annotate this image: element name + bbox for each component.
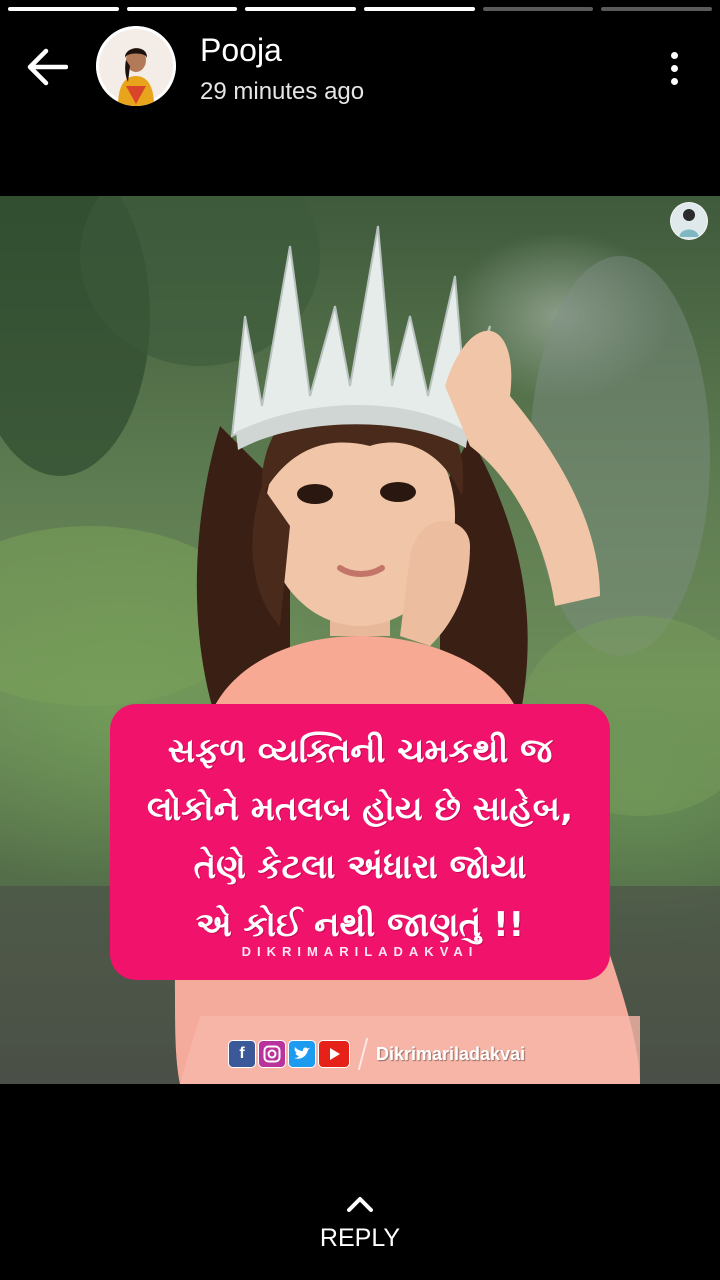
more-dot-icon (671, 65, 678, 72)
avatar-portrait-icon (96, 26, 176, 106)
twitter-icon (288, 1040, 316, 1068)
story-header (0, 26, 720, 106)
instagram-icon (258, 1040, 286, 1068)
facebook-icon: f (228, 1040, 256, 1068)
author-name[interactable]: Pooja (200, 32, 282, 68)
profile-silhouette-icon (671, 203, 707, 239)
watermark-avatar-icon (670, 202, 708, 240)
brand-caption: DIKRIMARILADAKVAI (241, 944, 479, 959)
progress-segment-4 (364, 7, 475, 11)
more-dot-icon (671, 52, 678, 59)
quote-line-2: લોકોને મતલબ હોય છે સાહેબ, (146, 789, 573, 829)
progress-segment-1 (8, 7, 119, 11)
back-button[interactable] (22, 44, 72, 90)
progress-segment-5 (483, 7, 594, 11)
progress-segment-2 (127, 7, 238, 11)
progress-segment-3 (245, 7, 356, 11)
story-image[interactable] (0, 196, 720, 1084)
author-avatar[interactable] (96, 26, 176, 106)
social-links-row (228, 1040, 525, 1068)
reply-button[interactable] (0, 1194, 720, 1253)
quote-line-3: તેણે કેટલા અંધારા જોયા (193, 847, 527, 887)
more-dot-icon (671, 78, 678, 85)
story-timestamp: 29 minutes ago (200, 78, 365, 105)
story-progress-bar (8, 7, 712, 11)
youtube-icon (318, 1040, 350, 1068)
arrow-left-icon (26, 47, 68, 87)
social-handle: Dikrimariladakvai (376, 1043, 526, 1064)
more-options-button[interactable] (656, 46, 692, 90)
quote-text-box (110, 704, 610, 980)
social-divider (358, 1038, 369, 1070)
progress-segment-6 (601, 7, 712, 11)
quote-line-1: સફળ વ્યક્તિની ચમકથી જ (167, 731, 553, 771)
quote-line-4: એ કોઈ નથી જાણતું !! (195, 905, 525, 945)
reply-label: REPLY (319, 1224, 401, 1252)
chevron-up-icon (345, 1194, 375, 1214)
